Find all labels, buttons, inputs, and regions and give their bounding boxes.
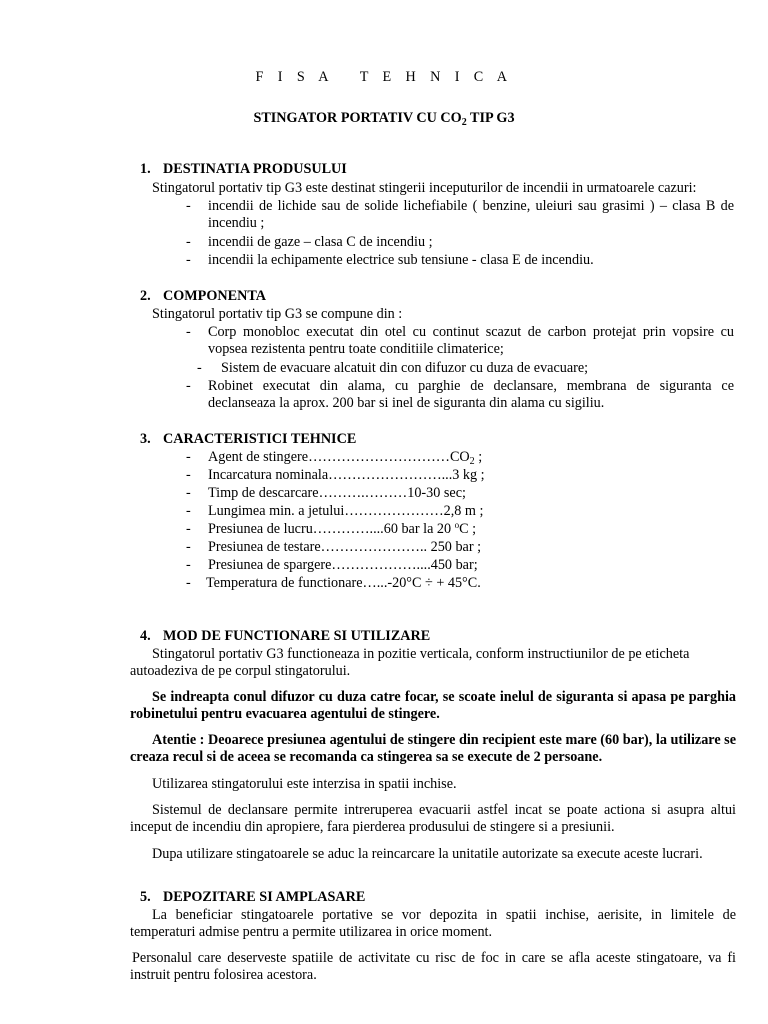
section-4-instruction: Se indreapta conul difuzor cu duza catre focar, se scoate inelul de siguranta si apasa pe parghia robinetului pentru evacuarea agentului de stingere. [130, 689, 736, 722]
section-1-item-text: incendii de lichide sau de solide lichefiabile ( benzine, uleiuri sau grasimi ) – clasa B de incendiu ; [208, 198, 734, 231]
document-subtitle [0, 110, 768, 127]
section-1-item-text: incendii de gaze – clasa C de incendiu ; [208, 234, 433, 250]
subtitle-subscript: 2 [461, 117, 467, 128]
bullet-dash: - [186, 503, 191, 519]
section-3-title: CARACTERISTICI TEHNICE [163, 431, 357, 447]
section-2-item-text: Robinet executat din alama, cu parghie de declansare, membrana de siguranta ce declanseaza la aprox. 200 bar si inel de siguranta din alama cu sigiliu. [208, 378, 734, 411]
bullet-dash: - [186, 557, 191, 573]
section-3-heading [140, 431, 356, 448]
spec-agent: Agent de stingere…………………………CO [208, 449, 470, 465]
section-2-item-text: Corp monobloc executat din otel cu continut scazut de carbon protejat prin vopsire cu vopsea rezistenta pentru toate conditiile climaterice; [208, 324, 734, 357]
section-2-item-text: Sistem de evacuare alcatuit din con difuzor cu duza de evacuare; [221, 360, 589, 376]
bullet-dash: - [186, 485, 191, 501]
subtitle-prefix: STINGATOR PORTATIV CU CO [253, 110, 462, 126]
section-4-warning: Atentie : Deoarece presiunea agentului de stingere din recipient este mare (60 bar), la utilizare se creaza recul si de aceea se recomanda ca stingerea sa se execute de 2 persoane. [130, 732, 736, 765]
section-1-title: DESTINATIA PRODUSULUI [163, 161, 347, 177]
spec-agent-subscript: 2 [469, 456, 475, 467]
spec-agent-tail: ; [474, 449, 483, 465]
section-3-number: 3. [140, 431, 151, 447]
bullet-dash: - [186, 324, 191, 340]
section-5-number: 5. [140, 889, 151, 905]
bullet-dash: - [186, 539, 191, 555]
bullet-dash: - [186, 521, 191, 537]
section-2-title: COMPONENTA [163, 288, 266, 304]
bullet-dash: - [186, 252, 191, 268]
section-4-paragraph: Utilizarea stingatorului este interzisa in spatii inchise. [152, 776, 457, 792]
section-2-intro: Stingatorul portativ tip G3 se compune din : [152, 306, 403, 322]
bullet-dash: - [186, 198, 191, 214]
document-title-text: F I S A T E H N I C A [255, 69, 513, 85]
section-1-heading [140, 161, 347, 178]
spec-discharge-time: Timp de descarcare……….………10-30 sec; [208, 485, 466, 501]
section-1-intro: Stingatorul portativ tip G3 este destinat stingerii inceputurilor de incendii in urmatoarele cazuri: [152, 180, 697, 196]
section-2-heading [140, 288, 266, 305]
spec-working-pressure-tail: C ; [459, 521, 477, 537]
spec-burst-pressure: Presiunea de spargere………………....450 bar; [208, 557, 478, 573]
section-4-heading [140, 628, 430, 645]
bullet-dash: - [186, 234, 191, 250]
section-5-heading [140, 889, 365, 906]
section-1-number: 1. [140, 161, 151, 177]
spec-jet-length: Lungimea min. a jetului…………………2,8 m ; [208, 503, 484, 519]
bullet-dash: - [186, 575, 191, 591]
document-title [0, 69, 768, 86]
spec-working-pressure: Presiunea de lucru…………....60 bar la 20 [208, 521, 455, 537]
section-4-number: 4. [140, 628, 151, 644]
section-4-title: MOD DE FUNCTIONARE SI UTILIZARE [163, 628, 431, 644]
section-4-paragraph: Dupa utilizare stingatoarele se aduc la reincarcare la unitatile autorizate sa execute aceste lucrari. [152, 846, 703, 862]
bullet-dash: - [186, 449, 191, 465]
section-4-paragraph: Stingatorul portativ G3 functioneaza in pozitie verticala, conform instructiunilor de pe eticheta autoadeziva de pe corpul stingatorului. [130, 646, 690, 679]
spec-working-pressure-degree: o [454, 520, 460, 530]
spec-operating-temperature: Temperatura de functionare…...-20°C ÷ + 45°C. [206, 575, 481, 591]
spec-test-pressure: Presiunea de testare………………….. 250 bar ; [208, 539, 482, 555]
section-5-title: DEPOZITARE SI AMPLASARE [163, 889, 366, 905]
bullet-dash: - [197, 360, 202, 376]
section-1-item-text: incendii la echipamente electrice sub tensiune - clasa E de incendiu. [208, 252, 594, 268]
bullet-dash: - [186, 467, 191, 483]
subtitle-suffix: TIP G3 [466, 110, 515, 126]
spec-nominal-charge: Incarcatura nominala……………………...3 kg ; [208, 467, 485, 483]
section-5-paragraph: Personalul care deserveste spatiile de activitate cu risc de foc in care se afla aceste stingatoare, va fi instruit pentru folosirea acestora. [130, 950, 736, 983]
section-4-paragraph: Sistemul de declansare permite intreruperea evacuarii astfel incat se poate actiona si asupra altui inceput de incendiu din apropiere, fara pierderea produsului de stingere si a presiunii. [130, 802, 736, 835]
bullet-dash: - [186, 378, 191, 394]
section-5-paragraph: La beneficiar stingatoarele portative se vor depozita in spatii inchise, aerisite, in limitele de temperaturi admise pentru a permite utilizarea in orice moment. [130, 907, 736, 940]
section-2-number: 2. [140, 288, 151, 304]
